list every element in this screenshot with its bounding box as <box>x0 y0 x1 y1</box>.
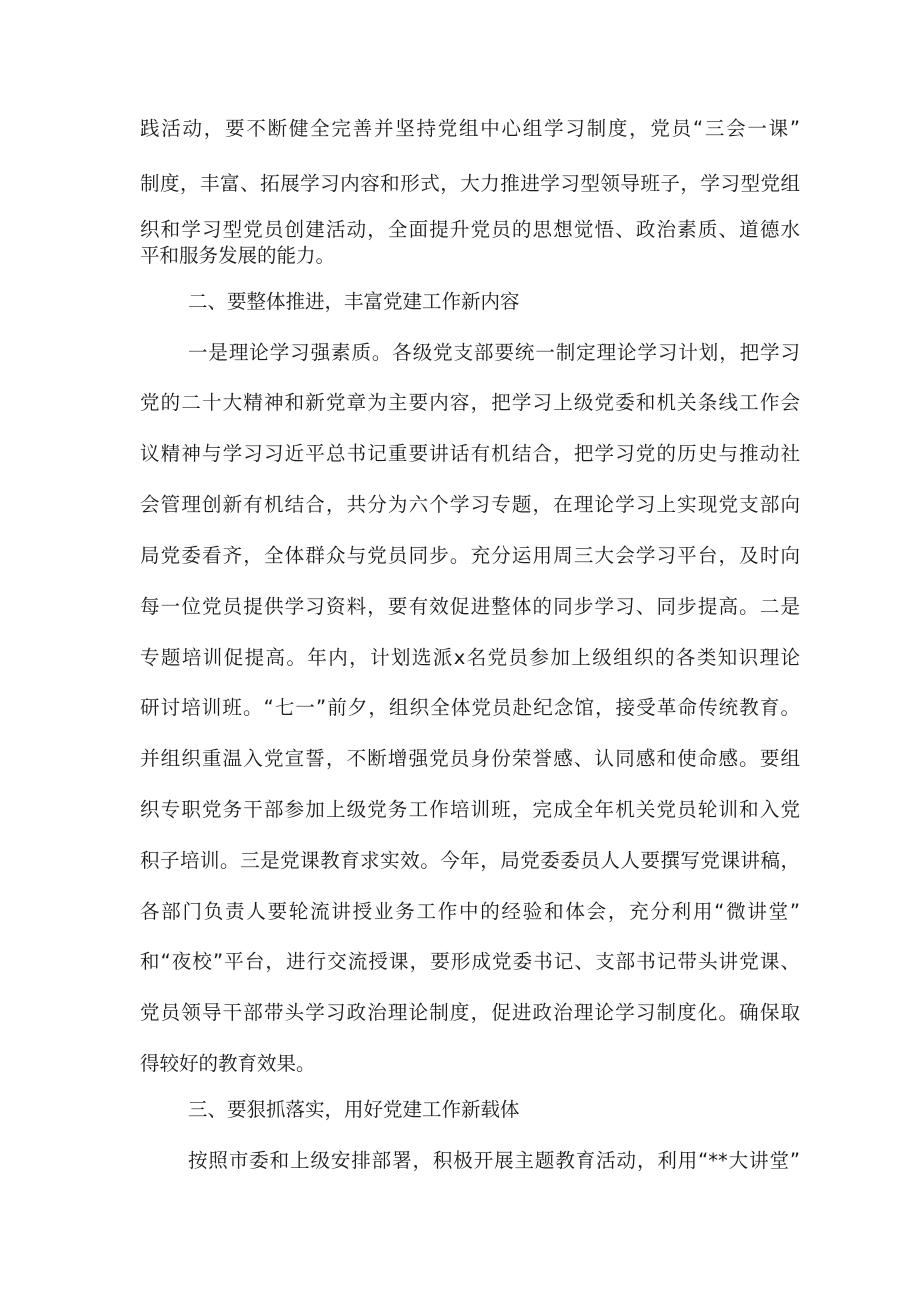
body-text-line: 各部门负责人要轮流讲授业务工作中的经验和体会，充分利用“微讲堂” <box>140 900 800 923</box>
body-text-line: 一是理论学习强素质。各级党支部要统一制定理论学习计划，把学习 <box>188 341 800 364</box>
body-text-line: 和“夜校”平台，进行交流授课，要形成党委书记、支部书记带头讲党课、 <box>140 950 800 973</box>
body-text-line: 会管理创新有机结合，共分为六个学习专题，在理论学习上实现党支部向 <box>140 493 800 516</box>
body-text-line: 每一位党员提供学习资料，要有效促进整体的同步学习、同步提高。二是 <box>140 595 800 618</box>
body-text-line: 按照市委和上级安排部署，积极开展主题教育活动，利用“**大讲堂” <box>188 1149 800 1172</box>
body-text-line: 专题培训促提高。年内，计划选派x名党员参加上级组织的各类知识理论 <box>140 646 800 669</box>
body-text-line: 平和服务发展的能力。 <box>140 244 336 267</box>
body-text-line: 党的二十大精神和新党章为主要内容，把学习上级党委和机关条线工作会 <box>140 391 800 414</box>
section-heading-2: 二、要整体推进，丰富党建工作新内容 <box>188 290 520 313</box>
body-text-line: 得较好的教育效果。 <box>140 1052 316 1075</box>
body-text-line: 局党委看齐，全体群众与党员同步。充分运用周三大会学习平台，及时向 <box>140 544 800 567</box>
body-text-line: 研讨培训班。“七一”前夕，组织全体党员赴纪念馆，接受革命传统教育。 <box>140 696 800 719</box>
body-text-line: 践活动，要不断健全完善并坚持党组中心组学习制度，党员“三会一课” <box>140 117 800 140</box>
body-text-line: 并组织重温入党宣誓，不断增强党员身份荣誉感、认同感和使命感。要组 <box>140 747 800 770</box>
section-heading-3: 三、要狠抓落实，用好党建工作新载体 <box>188 1098 520 1121</box>
body-text-line: 议精神与学习习近平总书记重要讲话有机结合，把学习党的历史与推动社 <box>140 442 800 465</box>
body-text-line: 织和学习型党员创建活动，全面提升党员的思想觉悟、政治素质、道德水 <box>140 218 800 241</box>
body-text-line: 党员领导干部带头学习政治理论制度，促进政治理论学习制度化。确保取 <box>140 1001 800 1024</box>
body-text-line: 织专职党务干部参加上级党务工作培训班，完成全年机关党员轮训和入党 <box>140 798 800 821</box>
body-text-line: 制度，丰富、拓展学习内容和形式，大力推进学习型领导班子，学习型党组 <box>140 172 800 195</box>
body-text-line: 积子培训。三是党课教育求实效。今年，局党委委员人人要撰写党课讲稿， <box>140 849 800 872</box>
